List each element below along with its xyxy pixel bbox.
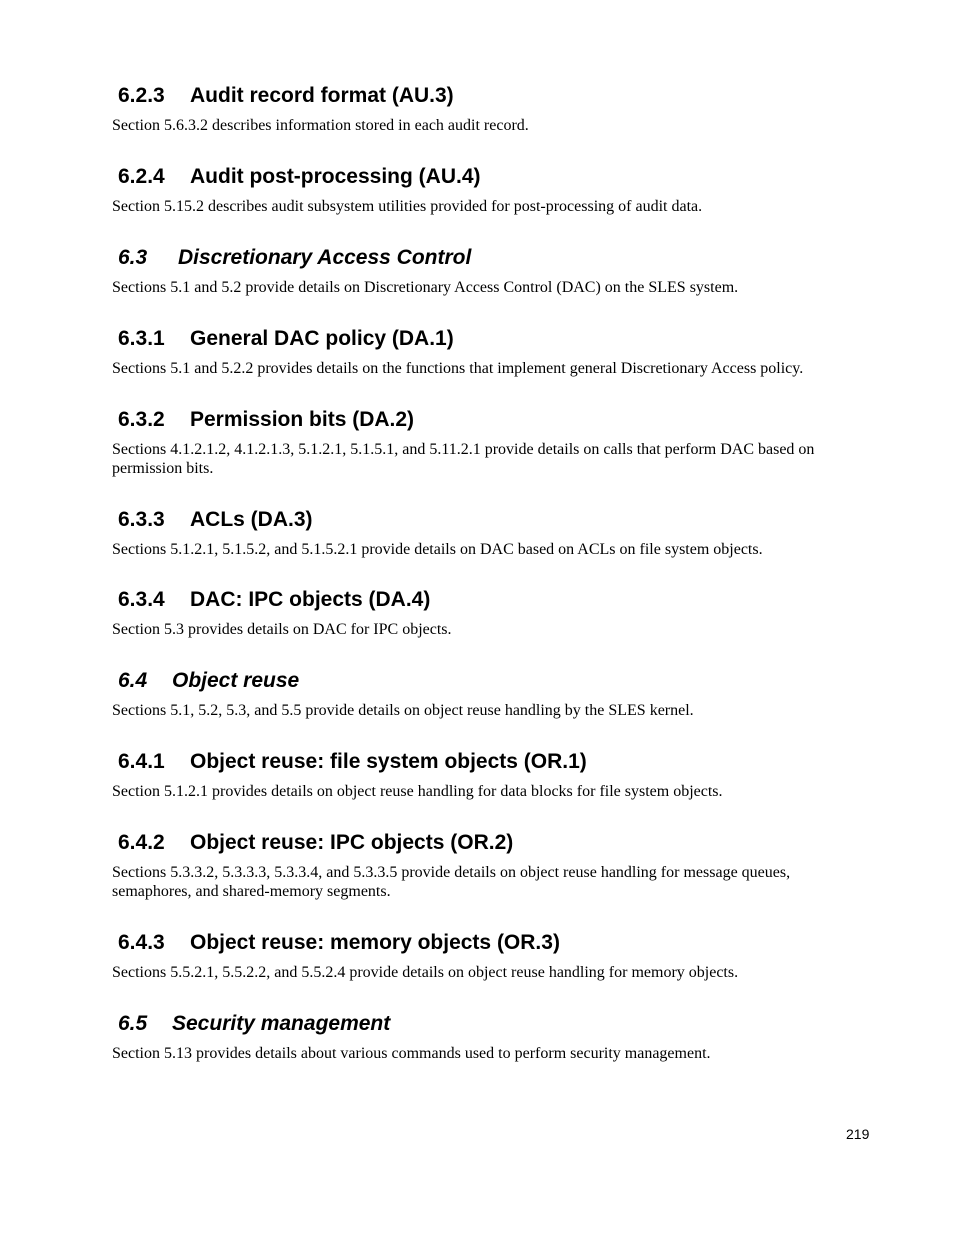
section-number: 6.2.4 bbox=[118, 165, 165, 188]
section-body: Sections 5.1 and 5.2.2 provides details on the functions that implement general Discretionary Access policy. bbox=[112, 360, 804, 377]
section-heading bbox=[118, 1012, 390, 1036]
section-body: Sections 5.3.3.2, 5.3.3.3, 5.3.3.4, and 5.3.3.5 provide details on object reuse handling for message queues, semaphores, and shared-memory segments. bbox=[112, 864, 791, 900]
section-heading bbox=[118, 408, 414, 432]
section-title: Security management bbox=[172, 1012, 391, 1035]
section-number: 6.4.3 bbox=[118, 931, 165, 954]
section-heading bbox=[118, 669, 299, 693]
section-number: 6.4.2 bbox=[118, 831, 165, 854]
section-title: Discretionary Access Control bbox=[178, 246, 472, 269]
section-body: Sections 5.1.2.1, 5.1.5.2, and 5.1.5.2.1 provide details on DAC based on ACLs on file system objects. bbox=[112, 541, 763, 558]
section-title: General DAC policy (DA.1) bbox=[190, 327, 454, 350]
section-heading bbox=[118, 588, 430, 612]
section-number: 6.4.1 bbox=[118, 750, 165, 773]
section-number: 6.3.4 bbox=[118, 588, 165, 611]
section-title: Object reuse: memory objects (OR.3) bbox=[190, 931, 560, 954]
page-number: 219 bbox=[846, 1126, 870, 1142]
section-heading bbox=[118, 508, 313, 532]
section-title: Audit post-processing (AU.4) bbox=[190, 165, 481, 188]
section-number: 6.3.3 bbox=[118, 508, 165, 531]
section-body: Section 5.3 provides details on DAC for IPC objects. bbox=[112, 621, 452, 638]
section-number: 6.3 bbox=[118, 246, 148, 269]
section-title: Object reuse: IPC objects (OR.2) bbox=[190, 831, 514, 854]
section-number: 6.5 bbox=[118, 1012, 148, 1035]
section-body: Sections 5.1 and 5.2 provide details on Discretionary Access Control (DAC) on the SLES system. bbox=[112, 279, 739, 296]
section-heading bbox=[118, 831, 513, 855]
section-title: Object reuse bbox=[172, 669, 300, 692]
section-heading bbox=[118, 931, 560, 955]
section-body: Section 5.13 provides details about various commands used to perform security management. bbox=[112, 1045, 711, 1062]
section-number: 6.3.2 bbox=[118, 408, 165, 431]
section-number: 6.4 bbox=[118, 669, 148, 692]
section-body: Sections 5.1, 5.2, 5.3, and 5.5 provide details on object reuse handling by the SLES kernel. bbox=[112, 702, 694, 719]
section-title: Object reuse: file system objects (OR.1) bbox=[190, 750, 587, 773]
section-title: Permission bits (DA.2) bbox=[190, 408, 415, 431]
section-title: Audit record format (AU.3) bbox=[190, 84, 454, 107]
section-heading bbox=[118, 750, 587, 774]
section-body: Sections 4.1.2.1.2, 4.1.2.1.3, 5.1.2.1, 5.1.5.1, and 5.11.2.1 provide details on calls that perform DAC based on permission bits. bbox=[112, 441, 815, 477]
section-body: Section 5.6.3.2 describes information stored in each audit record. bbox=[112, 117, 529, 134]
section-heading bbox=[118, 84, 454, 108]
section-heading bbox=[118, 165, 481, 189]
section-title: DAC: IPC objects (DA.4) bbox=[190, 588, 431, 611]
section-heading bbox=[118, 327, 454, 351]
section-number: 6.2.3 bbox=[118, 84, 165, 107]
section-body: Section 5.15.2 describes audit subsystem utilities provided for post-processing of audit data. bbox=[112, 198, 703, 215]
section-number: 6.3.1 bbox=[118, 327, 165, 350]
section-body: Section 5.1.2.1 provides details on object reuse handling for data blocks for file system objects. bbox=[112, 783, 723, 800]
section-title: ACLs (DA.3) bbox=[190, 508, 313, 531]
section-body: Sections 5.5.2.1, 5.5.2.2, and 5.5.2.4 provide details on object reuse handling for memory objects. bbox=[112, 964, 739, 981]
section-heading bbox=[118, 246, 471, 270]
